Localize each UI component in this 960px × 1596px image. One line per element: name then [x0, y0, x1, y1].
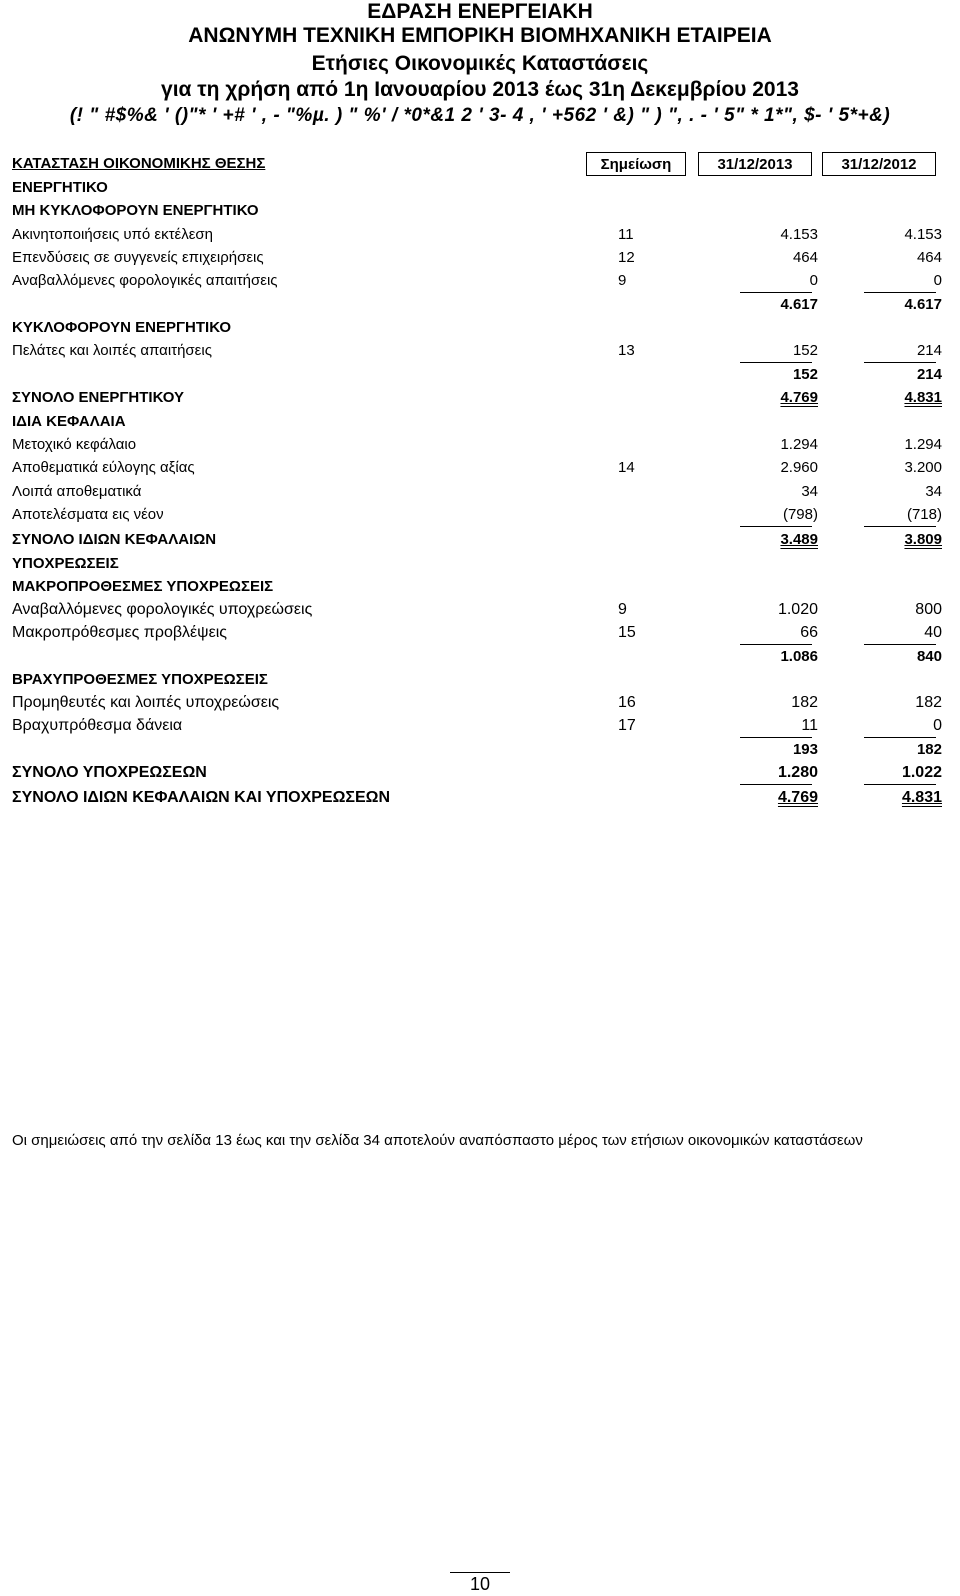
total-2012: 1.022 [901, 764, 942, 781]
row-label: Λοιπά αποθεματικά [12, 483, 142, 500]
subtotal-line [864, 784, 936, 785]
total-2013: 4.769 [780, 389, 818, 406]
row-note: 13 [618, 342, 635, 359]
row-label: ΣΥΝΟΛΟ ΙΔΙΩΝ ΚΕΦΑΛΑΙΩΝ ΚΑΙ ΥΠΟΧΡΕΩΣΕΩΝ [12, 789, 391, 806]
row-note: 12 [618, 249, 635, 266]
subtotal-2013: 152 [792, 366, 818, 383]
row-value-2012: 40 [924, 624, 942, 641]
total-row [12, 386, 952, 409]
row-value-2013: 4.153 [780, 226, 818, 243]
row-label: Πελάτες και λοιπές απαιτήσεις [12, 342, 212, 359]
subtotal-row [12, 293, 952, 316]
row-label: Βραχυπρόθεσμα δάνεια [12, 717, 183, 734]
table-row [12, 598, 952, 621]
row-value-2012: 0 [933, 272, 942, 289]
table-row [12, 575, 952, 598]
table-row [12, 223, 952, 246]
row-value-2012: 3.200 [904, 459, 942, 476]
row-value-2013: 34 [801, 483, 818, 500]
row-note: 17 [618, 717, 636, 734]
table-row [12, 503, 952, 526]
row-label: ΕΝΕΡΓΗΤΙΚΟ [12, 179, 108, 196]
row-label: Αποτελέσματα εις νέον [12, 506, 164, 523]
column-header-2012: 31/12/2012 [822, 152, 936, 176]
row-label: ΜΗ ΚΥΚΛΟΦΟΡΟΥΝ ΕΝΕΡΓΗΤΙΚΟ [12, 202, 259, 219]
footer-note: Οι σημειώσεις από την σελίδα 13 έως και την σελίδα 34 αποτελούν αναπόσπαστο μέρος των ετήσιων οικονομικών καταστάσεων [12, 1132, 863, 1149]
garbled-subtitle: (! " #$%& ' ()"* ' +# ' , - "%µ. ) " %' / *0*&1 2 ' 3- 4 , ' +562 ' &) " ) ", . - ' 5" * 1*", $- ' 5*+&) [69, 105, 891, 126]
row-note: 14 [618, 459, 635, 476]
table-row [12, 621, 952, 644]
table-row [12, 691, 952, 714]
row-value-2012: (718) [906, 506, 942, 523]
subtotal-row [12, 738, 952, 761]
row-value-2013: 182 [791, 694, 818, 711]
page-number: 10 [469, 1574, 491, 1594]
company-type: ΑΝΩΝΥΜΗ ΤΕΧΝΙΚΗ ΕΜΠΟΡΙΚΗ ΒΙΟΜΗΧΑΝΙΚΗ ΕΤΑΙΡΕΙΑ [188, 24, 772, 47]
table-row [12, 714, 952, 737]
row-value-2013: 0 [809, 272, 818, 289]
row-note: 16 [618, 694, 636, 711]
subtotal-line [740, 526, 812, 527]
row-label: Αποθεματικά εύλογης αξίας [12, 459, 195, 476]
subtotal-2013: 1.086 [780, 648, 818, 665]
total-2013: 4.769 [777, 789, 818, 806]
row-label: ΣΥΝΟΛΟ ΥΠΟΧΡΕΩΣΕΩΝ [12, 764, 207, 781]
total-2012: 4.831 [904, 389, 942, 406]
subtotal-2012: 182 [916, 741, 942, 758]
total-row [12, 528, 952, 551]
row-note: 9 [618, 601, 627, 618]
column-header-note: Σημείωση [586, 152, 686, 176]
table-row [12, 199, 952, 222]
row-label: Αναβαλλόμενες φορολογικές υποχρεώσεις [12, 601, 313, 618]
row-label: ΒΡΑΧΥΠΡΟΘΕΣΜΕΣ ΥΠΟΧΡΕΩΣΕΙΣ [12, 671, 268, 688]
subtotal-2012: 214 [916, 366, 942, 383]
row-note: 9 [618, 272, 627, 289]
row-label: Επενδύσεις σε συγγενείς επιχειρήσεις [12, 249, 264, 266]
row-value-2012: 800 [915, 601, 942, 618]
row-value-2013: 66 [800, 624, 818, 641]
row-value-2012: 0 [933, 717, 942, 734]
row-value-2013: 2.960 [780, 459, 818, 476]
fiscal-period: για τη χρήση από 1η Ιανουαρίου 2013 έως 31η Δεκεμβρίου 2013 [161, 78, 799, 101]
row-label: Αναβαλλόμενες φορολογικές απαιτήσεις [12, 272, 278, 289]
table-row [12, 668, 952, 691]
subtotal-2013: 193 [792, 741, 818, 758]
total-2012: 3.809 [904, 531, 942, 548]
table-row [12, 246, 952, 269]
row-label: ΚΥΚΛΟΦΟΡΟΥΝ ΕΝΕΡΓΗΤΙΚΟ [12, 319, 232, 336]
row-value-2012: 34 [925, 483, 942, 500]
table-row [12, 176, 952, 199]
statement-title: ΚΑΤΑΣΤΑΣΗ ΟΙΚΟΝΟΜΙΚΗΣ ΘΕΣΗΣ [12, 155, 266, 172]
row-label: ΣΥΝΟΛΟ ΕΝΕΡΓΗΤΙΚΟΥ [12, 389, 184, 406]
row-value-2013: 464 [792, 249, 818, 266]
total-2013: 1.280 [777, 764, 818, 781]
total-2013: 3.489 [780, 531, 818, 548]
row-note: 15 [618, 624, 636, 641]
table-row [12, 339, 952, 362]
grand-total-row [12, 786, 952, 809]
subtotal-2013: 4.617 [780, 296, 818, 313]
table-row [12, 456, 952, 479]
row-label: ΥΠΟΧΡΕΩΣΕΙΣ [12, 555, 119, 572]
row-label: ΙΔΙΑ ΚΕΦΑΛΑΙΑ [12, 413, 126, 430]
table-row [12, 410, 952, 433]
table-row [12, 433, 952, 456]
row-value-2012: 464 [916, 249, 942, 266]
subtotal-line [864, 526, 936, 527]
row-value-2012: 1.294 [904, 436, 942, 453]
column-header-2013: 31/12/2013 [698, 152, 812, 176]
table-row [12, 316, 952, 339]
row-value-2013: 1.294 [780, 436, 818, 453]
row-label: ΣΥΝΟΛΟ ΙΔΙΩΝ ΚΕΦΑΛΑΙΩΝ [12, 531, 217, 548]
total-2012: 4.831 [901, 789, 942, 806]
table-row [12, 480, 952, 503]
subtotal-row [12, 645, 952, 668]
row-value-2012: 214 [916, 342, 942, 359]
row-value-2012: 4.153 [904, 226, 942, 243]
table-row [12, 269, 952, 292]
table-row [12, 552, 952, 575]
company-name: ΕΔΡΑΣΗ ΕΝΕΡΓΕΙΑΚΗ [367, 0, 593, 23]
page-number-rule [450, 1572, 510, 1573]
subtotal-line [740, 784, 812, 785]
row-label: ΜΑΚΡΟΠΡΟΘΕΣΜΕΣ ΥΠΟΧΡΕΩΣΕΙΣ [12, 578, 274, 595]
row-value-2013: (798) [782, 506, 818, 523]
row-value-2012: 182 [915, 694, 942, 711]
row-value-2013: 11 [801, 717, 818, 734]
total-row [12, 761, 952, 784]
subtotal-row [12, 363, 952, 386]
row-note: 11 [618, 226, 634, 243]
row-value-2013: 152 [792, 342, 818, 359]
subtotal-2012: 840 [916, 648, 942, 665]
row-label: Ακινητοποιήσεις υπό εκτέλεση [12, 226, 213, 243]
row-label: Μακροπρόθεσμες προβλέψεις [12, 624, 227, 641]
document-title: Ετήσιες Οικονομικές Καταστάσεις [311, 52, 649, 75]
subtotal-2012: 4.617 [904, 296, 942, 313]
row-value-2013: 1.020 [777, 601, 818, 618]
row-label: Μετοχικό κεφάλαιο [12, 436, 137, 453]
row-label: Προμηθευτές και λοιπές υποχρεώσεις [12, 694, 280, 711]
